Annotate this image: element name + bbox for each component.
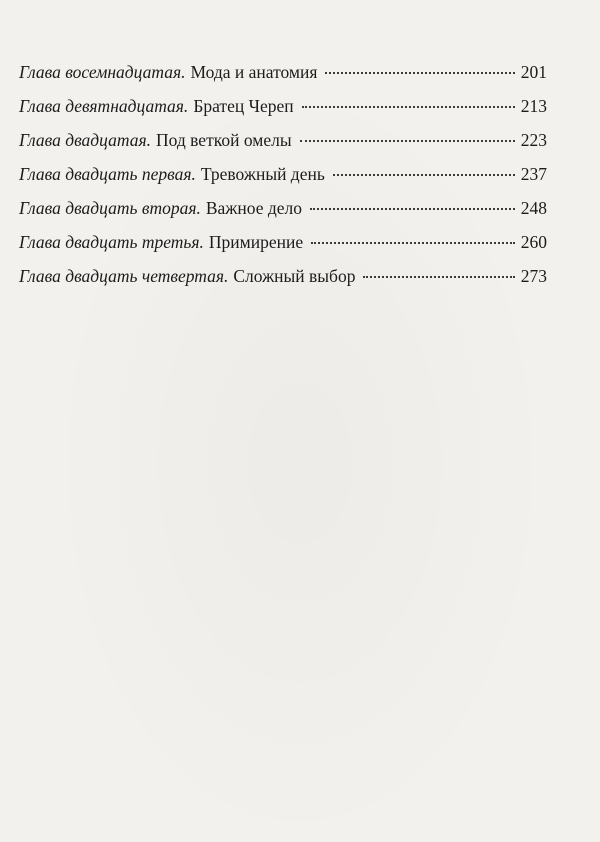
table-of-contents <box>19 61 547 299</box>
chapter-label: Глава девятнадцатая. <box>19 96 189 116</box>
chapter-title: Братец Череп <box>193 96 294 116</box>
toc-entry <box>19 265 547 299</box>
dot-leader <box>333 174 515 176</box>
dot-leader <box>311 242 515 244</box>
page-number: 273 <box>520 266 547 286</box>
chapter-title: Важное дело <box>205 198 302 218</box>
chapter-title: Мода и анатомия <box>190 62 318 82</box>
page-number: 223 <box>520 130 547 150</box>
page-number: 213 <box>520 96 547 116</box>
toc-entry <box>19 129 547 163</box>
page-number: 260 <box>520 232 547 252</box>
dot-leader <box>363 276 514 278</box>
chapter-title: Под веткой омелы <box>155 130 292 150</box>
chapter-label: Глава двадцать первая. <box>19 164 196 184</box>
page-number: 201 <box>520 62 547 82</box>
chapter-label: Глава двадцать вторая. <box>19 198 201 218</box>
toc-entry <box>19 95 547 129</box>
dot-leader <box>300 140 515 142</box>
dot-leader <box>310 208 515 210</box>
chapter-title: Примирение <box>208 232 304 252</box>
chapter-label: Глава двадцать четвертая. <box>19 266 229 286</box>
chapter-title: Тревожный день <box>200 164 325 184</box>
chapter-title: Сложный выбор <box>233 266 356 286</box>
toc-entry <box>19 163 547 197</box>
toc-entry <box>19 231 547 265</box>
chapter-label: Глава двадцатая. <box>19 130 151 150</box>
dot-leader <box>325 72 514 74</box>
chapter-label: Глава двадцать третья. <box>19 232 204 252</box>
chapter-label: Глава восемнадцатая. <box>19 62 186 82</box>
page-number: 237 <box>520 164 547 184</box>
dot-leader <box>302 106 515 108</box>
toc-entry <box>19 197 547 231</box>
toc-entry <box>19 61 547 95</box>
page-number: 248 <box>520 198 547 218</box>
